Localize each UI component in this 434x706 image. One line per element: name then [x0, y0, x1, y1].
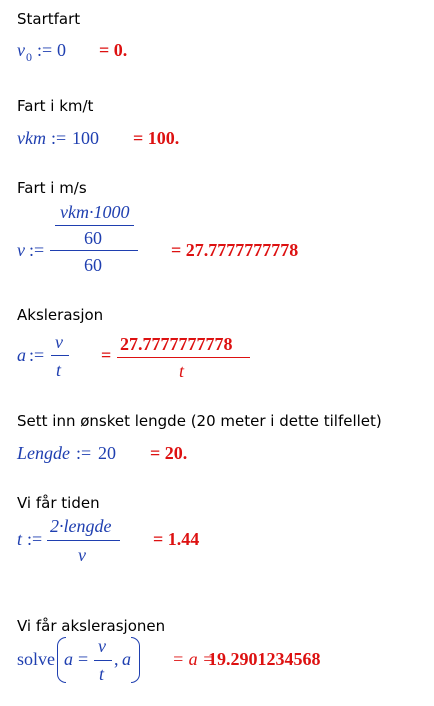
variable-v: v	[17, 240, 25, 260]
variable-v: v	[17, 40, 25, 60]
assign-operator: :=	[37, 40, 53, 60]
result: = 1.44	[153, 529, 200, 549]
result-fraction-bar	[117, 357, 250, 358]
section-label-fart-ms: Fart i m/s	[17, 179, 87, 197]
inner-fraction-bar	[55, 225, 134, 226]
assign-operator: :=	[29, 345, 45, 365]
solve-function: solve	[17, 649, 55, 669]
value: 100	[72, 128, 99, 148]
result: 19.2901234568	[208, 649, 321, 669]
denominator-t: t	[99, 664, 105, 684]
section-label-startfart: Startfart	[17, 10, 81, 28]
variable-vkm: vkm	[17, 128, 46, 148]
section-label-tiden: Vi får tiden	[17, 494, 100, 512]
equals: =	[78, 649, 89, 669]
subscript-0: 0	[26, 50, 32, 64]
numerator-v: v	[98, 636, 106, 656]
numerator: 2·lengde	[50, 516, 112, 536]
result-denominator: t	[179, 361, 185, 381]
result-numerator: 27.7777777778	[120, 334, 233, 354]
assign-operator: :=	[51, 128, 67, 148]
assign-operator: :=	[76, 443, 92, 463]
numerator-v: v	[55, 332, 63, 352]
comma: ,	[114, 649, 119, 669]
fraction-bar	[51, 355, 69, 356]
assign-operator: :=	[29, 240, 45, 260]
lhs-a: a	[64, 649, 73, 669]
denominator: v	[78, 545, 86, 565]
result-prefix: = a =	[172, 649, 215, 669]
denominator: 60	[84, 255, 102, 275]
value: 0	[57, 40, 66, 60]
variable-t: t	[17, 529, 23, 549]
section-label-akslerasjon: Akslerasjon	[17, 306, 104, 324]
section-label-akslerasjonen: Vi får akslerasjonen	[17, 617, 166, 635]
equals: =	[101, 345, 112, 365]
fraction-bar	[47, 540, 120, 541]
solve-variable-a: a	[122, 649, 131, 669]
result: = 0.	[99, 40, 128, 60]
variable-lengde: Lengde	[17, 443, 70, 463]
result: = 27.7777777778	[171, 240, 299, 260]
result: = 20.	[150, 443, 188, 463]
denominator-t: t	[56, 360, 62, 380]
right-paren	[131, 637, 140, 683]
numerator-bottom: 60	[84, 228, 102, 248]
assign-operator: :=	[27, 529, 43, 549]
numerator-top: vkm·1000	[60, 202, 130, 222]
variable-a: a	[17, 345, 26, 365]
section-label-fart-km: Fart i km/t	[17, 97, 94, 115]
section-label-lengde: Sett inn ønsket lengde (20 meter i dette tilfellet)	[17, 412, 382, 430]
fraction-bar	[50, 250, 138, 251]
result: = 100.	[133, 128, 180, 148]
fraction-bar	[94, 660, 112, 661]
value: 20	[98, 443, 116, 463]
